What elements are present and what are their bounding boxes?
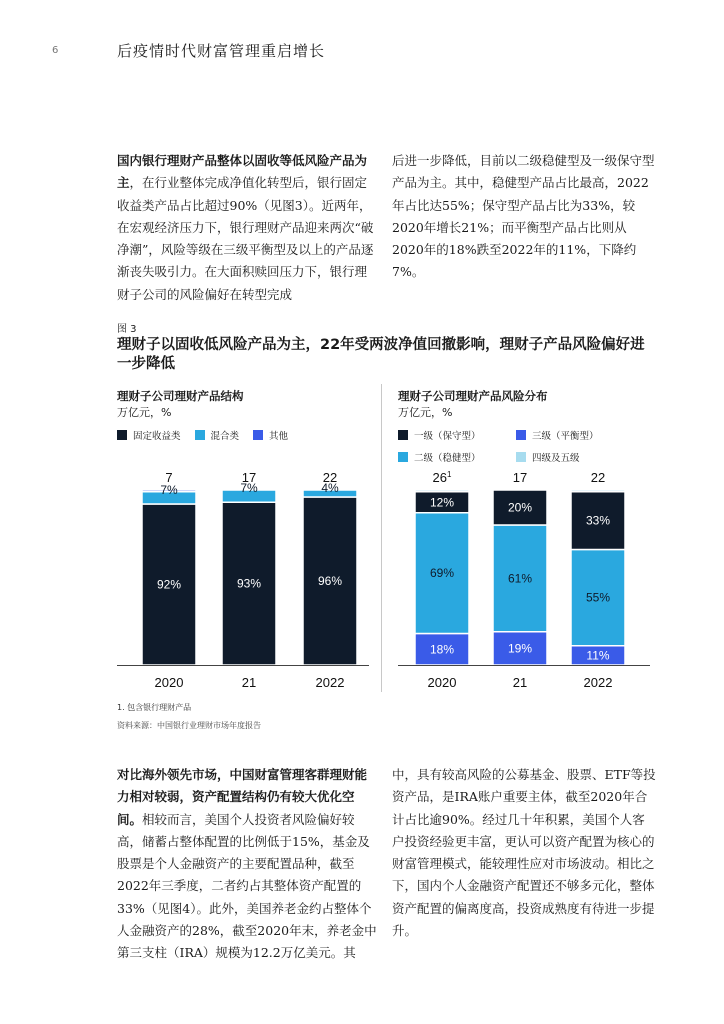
data-label: 18% xyxy=(429,642,455,657)
data-label: 55% xyxy=(585,590,611,605)
data-label: 96% xyxy=(317,574,343,588)
paragraph-body: 相较而言，美国个人投资者风险偏好较高，储蓄占整体配置的比例低于15%，基金及股票是个人金融资产的主要配置品种，截至2022年三季度，二者约占其整体资产配置的33%（见图4）。此外，美国养老金约占整体个人金融资产的28%，截至2020年末，养老金中第三支柱（IRA）规模为12.2万亿美元。其 xyxy=(117,811,377,961)
legend-swatch xyxy=(253,430,263,440)
figure-title: 理财子以固收低风险产品为主，22年受两波净值回撤影响，理财子产品风险偏好进一步降低 xyxy=(117,337,645,372)
paragraph-lead: 国内银行理财产品整体以固收等低风险产品为主 xyxy=(117,153,368,191)
legend-label: 三级（平衡型） xyxy=(532,431,599,442)
data-label: 33% xyxy=(585,513,611,528)
legend-label: 一级（保守型） xyxy=(414,431,481,442)
category-label: 2020 xyxy=(154,675,184,690)
paragraph-body: ，在行业整体完成净值化转型后，银行固定收益类产品占比超过90%（见图3）。近两年，在宏观经济压力下，银行理财产品迎来两次“破净潮”，风险等级在三级平衡型及以上的产品逐渐丧失吸引力。在大面积赎回压力下，银行理财子公司的风险偏好在转型完成 xyxy=(117,175,374,302)
legend-label: 其他 xyxy=(269,431,289,442)
data-label: 11% xyxy=(586,648,610,663)
category-label: 2022 xyxy=(315,675,345,690)
legend-swatch xyxy=(117,430,127,440)
legend-swatch xyxy=(516,452,526,462)
right-chart-title: 理财子公司理财产品风险分布 xyxy=(398,389,548,403)
legend-label: 四级及五级 xyxy=(532,453,580,464)
legend-item xyxy=(398,450,516,464)
category-label: 2022 xyxy=(583,675,613,690)
legend-item xyxy=(516,450,634,464)
paragraph-lead: 对比海外领先市场，中国财富管理客群理财能力相对较弱，资产配置结构仍有较大优化空间。 xyxy=(117,767,368,827)
legend-label: 固定收益类 xyxy=(133,431,181,442)
data-label: 7% xyxy=(240,481,258,495)
total-label: 17 xyxy=(241,470,257,485)
legend-swatch xyxy=(398,430,408,440)
legend-item xyxy=(516,428,634,442)
right-stacked-bar-chart xyxy=(398,466,656,696)
right-chart-unit: 万亿元，% xyxy=(398,406,453,419)
data-label: 92% xyxy=(156,577,182,592)
data-label: 20% xyxy=(507,500,533,515)
legend-item xyxy=(253,428,288,442)
total-label: 17 xyxy=(512,470,528,485)
bottom-right-paragraph: 中，具有较高风险的公募基金、股票、ETF等投资产品，是IRA账户重要主体，截至2020年合计占比逾90%。经过几十年积累，美国个人客户投资经验更丰富，更认可以资产配置为核心的财富管理模式，能较理性应对市场波动。相比之下，国内个人金融资产配置还不够多元化，整体资产配置的偏离度高，投资成熟度有待进一步提升。 xyxy=(392,767,656,939)
total-label: 7 xyxy=(165,470,173,485)
running-title: 后疫情时代财富管理重启增长 xyxy=(117,42,326,60)
legend-swatch xyxy=(195,430,205,440)
data-label: 19% xyxy=(507,641,533,656)
top-left-paragraph xyxy=(117,150,377,306)
left-chart-title: 理财子公司理财产品结构 xyxy=(117,389,244,403)
bottom-left-paragraph xyxy=(117,764,377,965)
legend-label: 二级（稳健型） xyxy=(414,453,481,464)
total-footnote-marker: 1 xyxy=(447,470,452,479)
data-label: 12% xyxy=(429,495,455,510)
data-label: 61% xyxy=(507,571,533,586)
legend-swatch xyxy=(398,452,408,462)
legend-item xyxy=(117,428,181,442)
total-label: 22 xyxy=(590,470,606,485)
legend-label: 混合类 xyxy=(210,431,240,442)
legend-item xyxy=(195,428,240,442)
total-label: 22 xyxy=(322,470,338,485)
panel-divider xyxy=(381,384,382,692)
legend-item xyxy=(398,428,516,442)
total-label: $26^1$ xyxy=(432,470,452,485)
figure-label: 图 3 xyxy=(117,324,137,335)
left-chart-legend xyxy=(117,428,288,442)
category-label: 21 xyxy=(512,675,528,690)
page-number: 6 xyxy=(52,45,59,56)
figure-source: 资料来源：中国银行业理财市场年度报告 xyxy=(117,721,261,730)
left-chart-unit: 万亿元，% xyxy=(117,406,172,419)
left-stacked-bar-chart xyxy=(117,466,375,696)
bar-segment xyxy=(415,490,469,492)
data-label: 93% xyxy=(236,576,262,591)
data-label: 7% xyxy=(160,482,178,497)
category-label: 2020 xyxy=(427,675,457,690)
data-label: 69% xyxy=(429,566,455,581)
data-label: 4% xyxy=(321,481,339,495)
bar-segment xyxy=(571,490,625,492)
figure-footnote: 1. 包含银行理财产品 xyxy=(117,703,192,712)
category-label: 21 xyxy=(241,675,257,690)
top-right-paragraph: 后进一步降低，目前以二级稳健型及一级保守型产品为主。其中，稳健型产品占比最高，2022年占比达55%；保守型产品占比为33%，较2020年增长21%；而平衡型产品占比则从2020年的18%跌至2022年的11%，下降约7%。 xyxy=(392,153,655,280)
legend-swatch xyxy=(516,430,526,440)
right-chart-legend xyxy=(398,428,648,464)
